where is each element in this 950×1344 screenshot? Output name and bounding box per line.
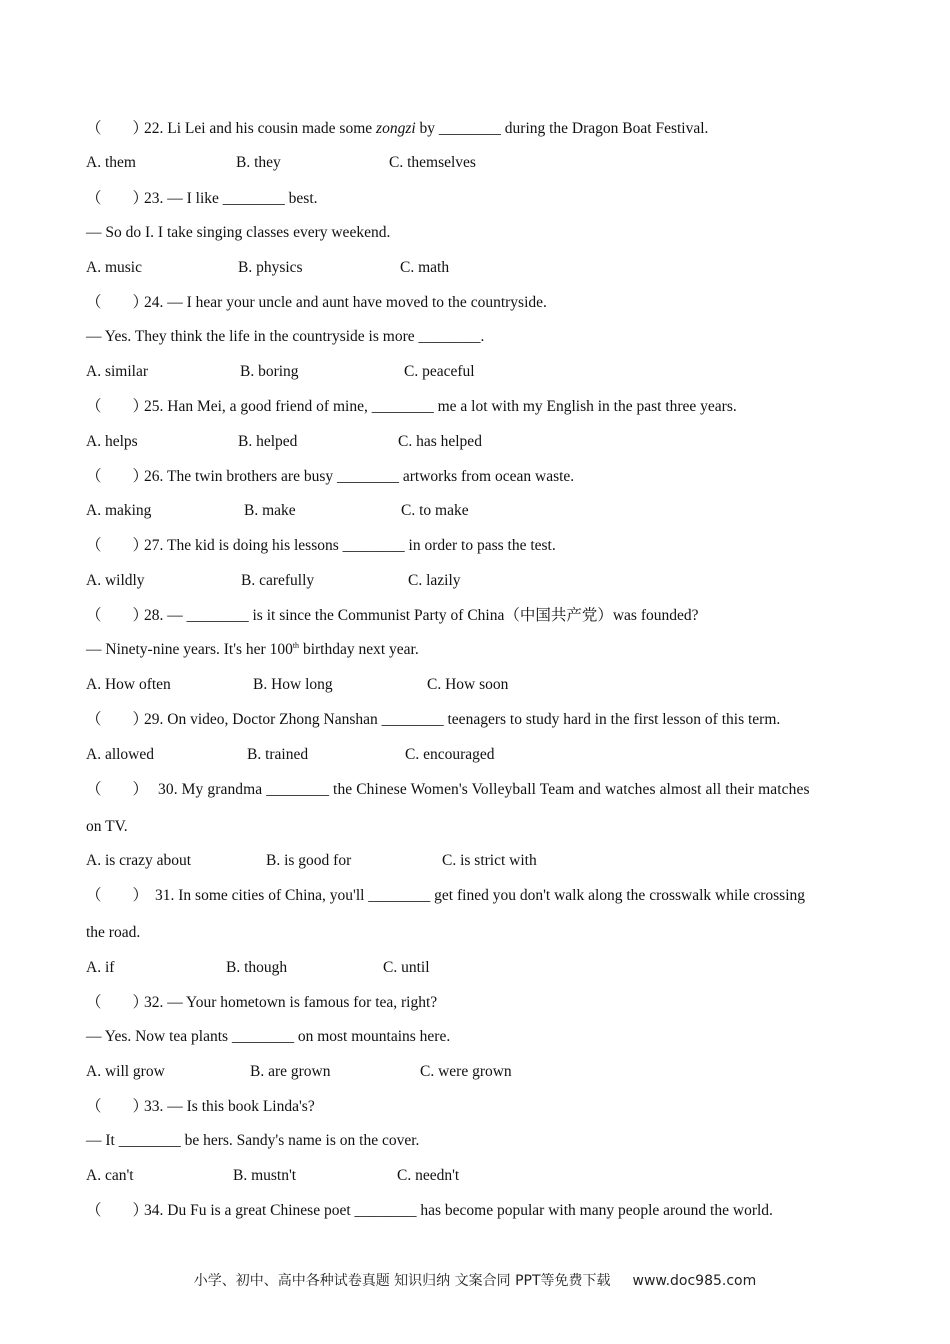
option-a: A. wildly: [86, 572, 145, 589]
option-c: C. encouraged: [405, 746, 495, 763]
option-b: B. How long: [253, 676, 333, 693]
question-32-stem: （ ）32. — Your hometown is famous for tea, right?: [86, 994, 438, 1011]
question-30-stem: （ ） 30. My grandma ________ the Chinese Women's Volleyball Team and watches almost all their matches: [86, 781, 810, 798]
question-30-options: [86, 851, 886, 871]
option-a: A. will grow: [86, 1063, 165, 1080]
option-b: B. is good for: [266, 852, 352, 869]
question-34-stem: （ ）34. Du Fu is a great Chinese poet ________ has become popular with many people around the world.: [86, 1202, 773, 1219]
option-a: A. music: [86, 259, 142, 276]
question-23-stem: （ ）23. — I like ________ best.: [86, 190, 318, 207]
question-33-options: [86, 1166, 886, 1186]
question-22-options: [86, 153, 886, 173]
option-a: A. How often: [86, 676, 171, 693]
option-b: B. helped: [238, 433, 298, 450]
question-23-reply: — So do I. I take singing classes every weekend.: [86, 224, 391, 241]
footer-text: 小学、初中、高中各种试卷真题 知识归纳 文案合同 PPT等免费下载: [193, 1273, 611, 1289]
question-31-options: [86, 958, 886, 978]
question-26-options: [86, 501, 886, 521]
question-27-options: [86, 571, 886, 591]
page-footer: [0, 1270, 950, 1290]
option-c: C. needn't: [397, 1167, 460, 1184]
question-28-reply: — Ninety-nine years. It's her 100th birthday next year.: [86, 640, 419, 658]
footer-url[interactable]: www.doc985.com: [632, 1273, 757, 1289]
option-a: A. similar: [86, 363, 148, 380]
question-26-stem: （ ）26. The twin brothers are busy ________ artworks from ocean waste.: [86, 468, 575, 485]
question-32-reply: — Yes. Now tea plants ________ on most mountains here.: [86, 1028, 451, 1045]
option-c: C. How soon: [427, 676, 509, 693]
question-27-stem: （ ）27. The kid is doing his lessons ________ in order to pass the test.: [86, 537, 556, 554]
question-32-options: [86, 1062, 886, 1082]
option-b: B. are grown: [250, 1063, 331, 1080]
answer-blank: （ ）: [86, 781, 149, 798]
option-a: A. is crazy about: [86, 852, 192, 869]
option-b: B. mustn't: [233, 1167, 297, 1184]
question-25-options: [86, 432, 886, 452]
answer-blank: （ ）: [86, 607, 149, 624]
question-24-reply: — Yes. They think the life in the countryside is more ________.: [86, 328, 485, 345]
option-c: C. is strict with: [442, 852, 537, 869]
option-b: B. make: [244, 502, 296, 519]
option-c: C. has helped: [398, 433, 482, 450]
question-30-continuation: on TV.: [86, 818, 128, 835]
option-a: A. making: [86, 502, 152, 519]
answer-blank: （ ）: [86, 294, 149, 311]
question-33-reply: — It ________ be hers. Sandy's name is on the cover.: [86, 1132, 420, 1149]
question-28-stem: （ ）28. — ________ is it since the Communist Party of China（中国共产党）was founded?: [86, 607, 699, 624]
question-29-options: [86, 745, 886, 765]
question-24-options: [86, 362, 886, 382]
answer-blank: （ ）: [86, 398, 149, 415]
option-b: B. trained: [247, 746, 309, 763]
option-b: B. physics: [238, 259, 303, 276]
answer-blank: （ ）: [86, 1098, 149, 1115]
option-c: C. were grown: [420, 1063, 512, 1080]
question-31-continuation: the road.: [86, 924, 141, 941]
question-22-stem: （ ）22. Li Lei and his cousin made some zongzi by ________ during the Dragon Boat Festival.: [86, 120, 709, 137]
question-24-stem: （ ）24. — I hear your uncle and aunt have moved to the countryside.: [86, 294, 547, 311]
option-c: C. math: [400, 259, 450, 276]
option-a: A. helps: [86, 433, 138, 450]
question-33-stem: （ ）33. — Is this book Linda's?: [86, 1098, 315, 1115]
answer-blank: （ ）: [86, 994, 149, 1011]
option-c: C. lazily: [408, 572, 461, 589]
option-c: C. to make: [401, 502, 469, 519]
answer-blank: （ ）: [86, 190, 149, 207]
question-23-options: [86, 258, 886, 278]
option-a: A. can't: [86, 1167, 134, 1184]
option-b: B. they: [236, 154, 281, 171]
option-b: B. carefully: [241, 572, 315, 589]
option-a: A. them: [86, 154, 136, 171]
answer-blank: （ ）: [86, 468, 149, 485]
answer-blank: （ ）: [86, 537, 149, 554]
answer-blank: （ ）: [86, 711, 149, 728]
option-c: C. until: [383, 959, 430, 976]
option-c: C. themselves: [389, 154, 476, 171]
question-25-stem: （ ）25. Han Mei, a good friend of mine, ________ me a lot with my English in the past three years.: [86, 398, 737, 415]
option-c: C. peaceful: [404, 363, 475, 380]
option-b: B. boring: [240, 363, 299, 380]
answer-blank: （ ）: [86, 120, 149, 137]
question-31-stem: （ ） 31. In some cities of China, you'll ________ get fined you don't walk along the crosswalk while crossing: [86, 887, 806, 904]
option-a: A. allowed: [86, 746, 155, 763]
question-28-options: [86, 675, 886, 695]
answer-blank: （ ）: [86, 887, 149, 904]
answer-blank: （ ）: [86, 1202, 149, 1219]
option-b: B. though: [226, 959, 288, 976]
question-29-stem: （ ）29. On video, Doctor Zhong Nanshan ________ teenagers to study hard in the first lesson of this term.: [86, 711, 781, 728]
option-a: A. if: [86, 959, 115, 976]
